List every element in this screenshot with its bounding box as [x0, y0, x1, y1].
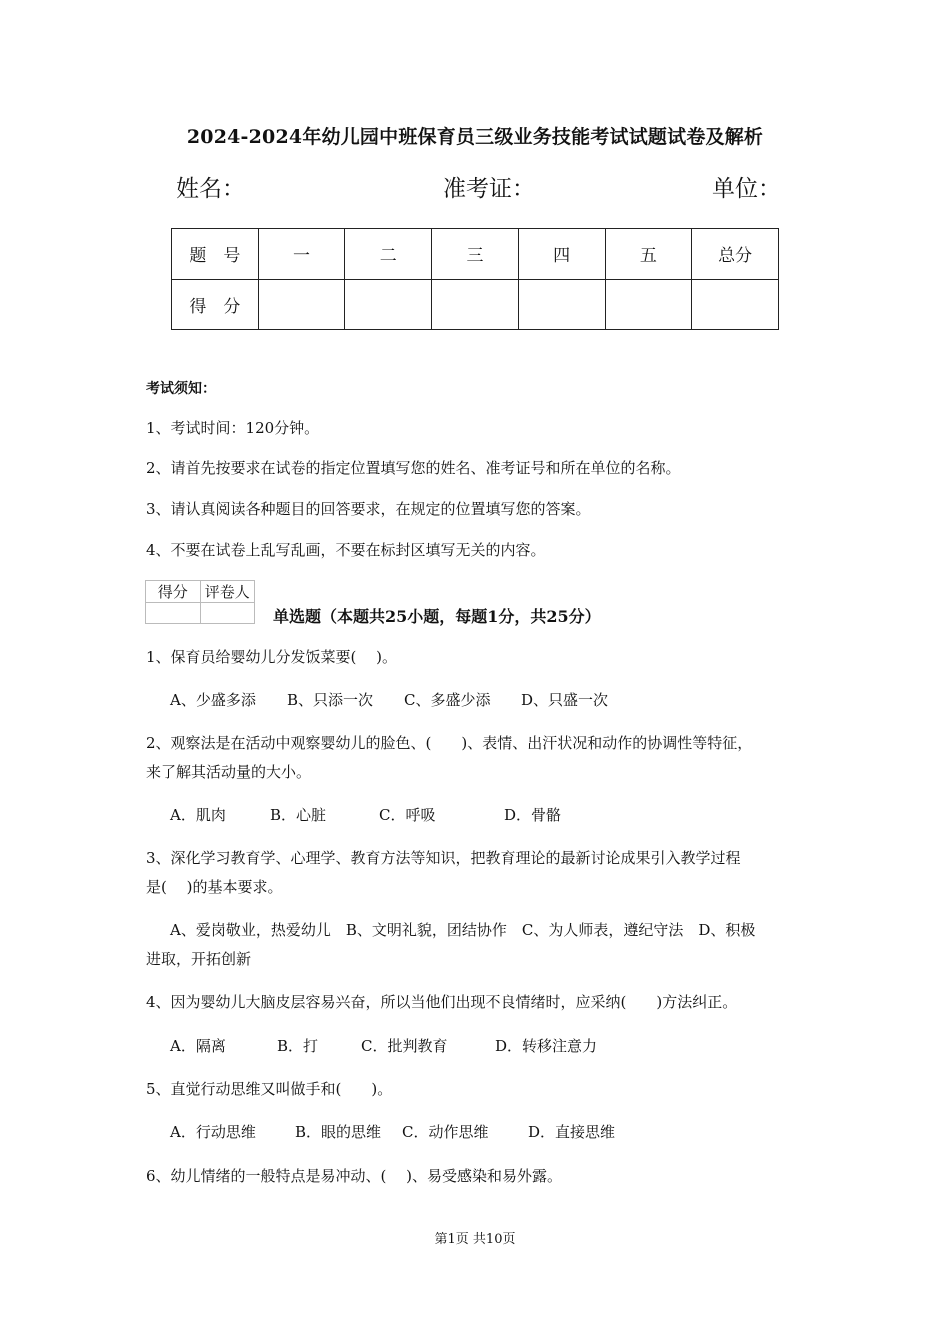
score-input-5	[605, 279, 692, 330]
option-d: D．转移注意力	[495, 1037, 598, 1055]
option-c: C．呼吸	[379, 806, 436, 824]
notice-item: 1、考试时间：120分钟。	[146, 419, 320, 437]
question-text: 3、深化学习教育学、心理学、教育方法等知识，把教育理论的最新讨论成果引入教学过程	[146, 849, 741, 867]
name-label: 姓名：	[176, 176, 245, 202]
notice-item: 3、请认真阅读各种题目的回答要求，在规定的位置填写您的答案。	[146, 500, 591, 518]
question-options	[170, 801, 561, 829]
option-a: A．隔离	[170, 1037, 226, 1055]
grader-box	[145, 580, 255, 624]
question-text: 5、直觉行动思维又叫做手和( )。	[146, 1080, 393, 1098]
section-title: 单选题（本题共25小题，每题1分，共25分）	[273, 607, 601, 626]
score-cell-label: 题 号	[172, 229, 259, 280]
score-input-total	[692, 279, 779, 330]
option-b: B．心脏	[270, 806, 327, 824]
score-table-score-row	[172, 279, 779, 330]
question-text: 4、因为婴幼儿大脑皮层容易兴奋，所以当他们出现不良情绪时，应采纳( )方法纠正。	[146, 993, 738, 1011]
question-options	[170, 686, 608, 714]
exam-id-label: 准考证：	[443, 176, 535, 202]
option-a: A．肌肉	[170, 806, 226, 824]
option-b: B．眼的思维	[295, 1123, 382, 1141]
score-input-2	[345, 279, 432, 330]
question-text-cont: 是( )的基本要求。	[146, 878, 283, 896]
notice-item: 2、请首先按要求在试卷的指定位置填写您的姓名、准考证号和所在单位的名称。	[146, 459, 681, 477]
score-cell-3: 三	[432, 229, 519, 280]
option-d: D、只盛一次	[521, 691, 609, 709]
option-d: D．骨骼	[504, 806, 562, 824]
score-table-header-row	[172, 229, 779, 280]
option-b: B．打	[277, 1037, 319, 1055]
option-d: D．直接思维	[528, 1123, 616, 1141]
question-options: A、爱岗敬业，热爱幼儿 B、文明礼貌，团结协作 C、为人师表，遵纪守法 D、积极	[170, 921, 756, 939]
unit-label: 单位：	[712, 176, 781, 202]
grader-score-cell	[146, 603, 201, 624]
option-a: A、少盛多添	[170, 691, 256, 709]
option-c: C．批判教育	[361, 1037, 448, 1055]
score-table	[171, 228, 779, 330]
grader-name-label: 评卷人	[200, 581, 255, 603]
question-text: 1、保育员给婴幼儿分发饭菜要( )。	[146, 648, 398, 666]
score-row-label: 得 分	[172, 279, 259, 330]
page-title: 2024-2024年幼儿园中班保育员三级业务技能考试试题试卷及解析	[186, 126, 764, 148]
option-c: C．动作思维	[402, 1123, 489, 1141]
question-options	[170, 1118, 615, 1146]
score-input-1	[258, 279, 345, 330]
score-input-3	[432, 279, 519, 330]
score-cell-4: 四	[518, 229, 605, 280]
question-options-cont: 进取，开拓创新	[146, 950, 252, 968]
grader-name-cell	[200, 603, 255, 624]
option-c: C、多盛少添	[404, 691, 491, 709]
question-options	[170, 1032, 597, 1060]
score-cell-total: 总分	[692, 229, 779, 280]
question-text: 6、幼儿情绪的一般特点是易冲动、( )、易受感染和易外露。	[146, 1167, 563, 1185]
question-text-cont: 来了解其活动量的大小。	[146, 763, 312, 781]
option-b: B、只添一次	[287, 691, 374, 709]
notice-item: 4、不要在试卷上乱写乱画，不要在标封区填写无关的内容。	[146, 541, 546, 559]
score-cell-2: 二	[345, 229, 432, 280]
question-text: 2、观察法是在活动中观察婴幼儿的脸色、( )、表情、出汗状况和动作的协调性等特征，	[146, 734, 753, 752]
option-a: A．行动思维	[170, 1123, 256, 1141]
score-cell-5: 五	[605, 229, 692, 280]
score-input-4	[518, 279, 605, 330]
notice-title: 考试须知：	[146, 381, 216, 397]
page-footer: 第1页 共10页	[434, 1232, 516, 1247]
score-cell-1: 一	[258, 229, 345, 280]
grader-score-label: 得分	[146, 581, 201, 603]
